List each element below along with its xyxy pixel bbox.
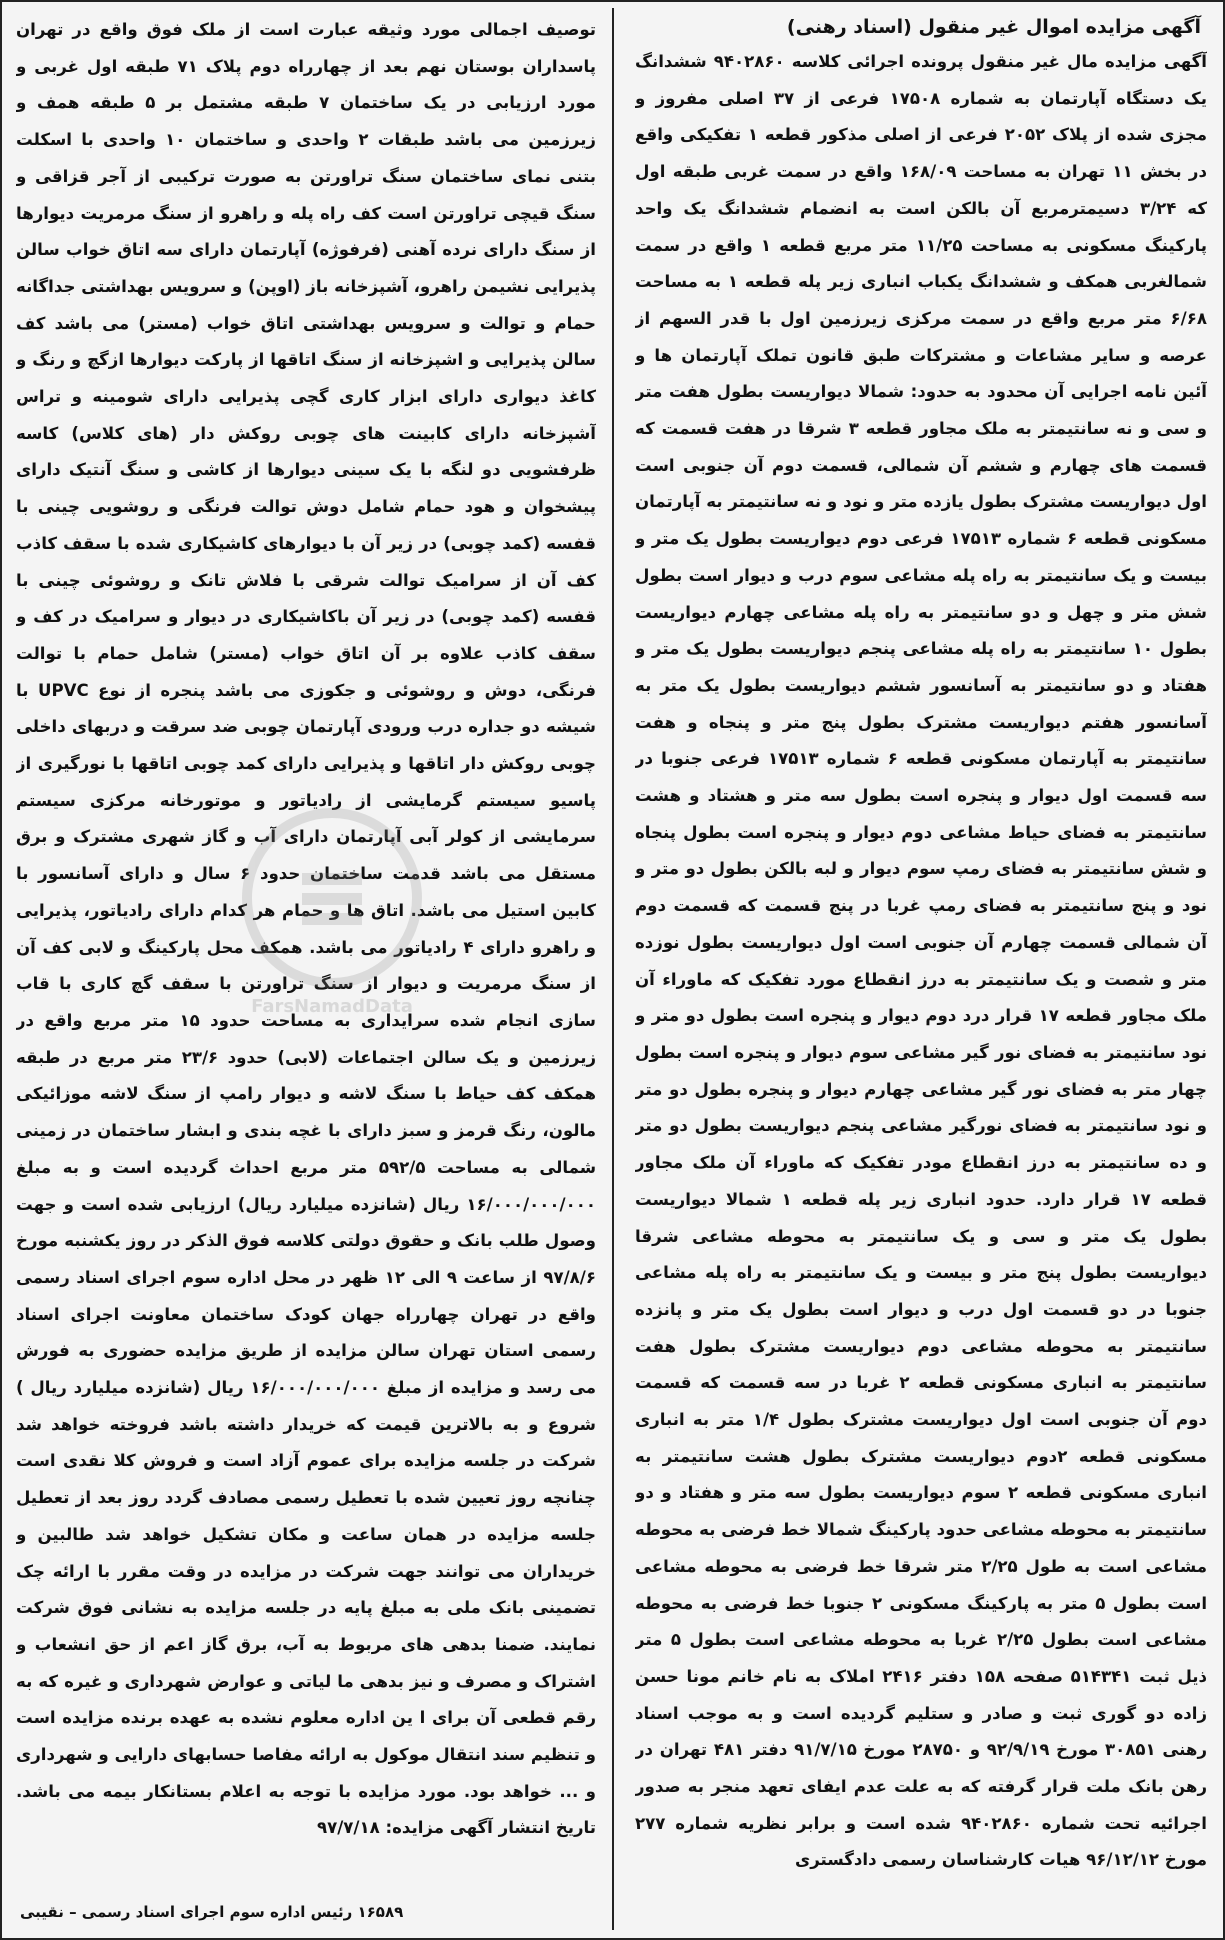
notice-footer: ۱۶۵۸۹ رئیس اداره سوم اجرای اسناد رسمی – نقیبی xyxy=(20,1903,404,1921)
notice-body-right: آگهی مزایده مال غیر منقول پرونده اجرائی کلاسه ۹۴۰۲۸۶۰ ششدانگ یک دستگاه آپارتمان به شماره ۱۷۵۰۸ فرعی از ۳۷ اصلی مفروز و مجزی شده از پلاک ۲۰۵۲ فرعی از اصلی مذکور قطعه ۱ تفکیکی واقع در بخش ۱۱ تهران به مساحت ۱۶۸/۰۹ واقع در سمت غربی طبقه اول که ۳/۲۴ دسیمترمربع آن بالکن است به انضمام ششدانگ یک واحد پارکینگ مسکونی به مساحت ۱۱/۲۵ متر مربع قطعه ۱ واقع در سمت شمالغربی همکف و ششدانگ یکباب انباری زیر پله قطعه ۱ به مساحت ۶/۶۸ متر مربع واقع در سمت مرکزی زیرزمین اول با قدر السهم از عرصه و سایر مشاعات و مشترکات طبق قانون تملک آپارتمان ها و آئین نامه اجرایی آن محدود به حدود: شمالا دیواریست بطول هفت متر و سی و نه سانتیمتر به ملک مجاور قطعه ۳ شرقا در هفت قسمت که قسمت های چهارم و ششم آن شمالی، قسمت دوم آن جنوبی است اول دیواریست مشترک بطول یازده متر و نود و نه سانتیمتر به آپارتمان مسکونی قطعه ۶ شماره ۱۷۵۱۳ فرعی دوم دیواریست بطول یک متر و بیست و یک سانتیمتر به راه پله مشاعی سوم درب و دیوار است بطول شش متر و چهل و دو سانتیمتر به راه پله مشاعی چهارم دیواریست بطول ۱۰ سانتیمتر به راه پله مشاعی پنجم دیواریست بطول یک متر و هفتاد و دو سانتیمتر به آسانسور ششم دیواریست بطول یک متر به آسانسور هفتم دیواریست مشترک بطول پنج متر و پنجاه و هفت سانتیمتر به آپارتمان مسکونی قطعه ۶ شماره ۱۷۵۱۳ فرعی جنوبا در سه قسمت اول دیوار و پنجره است بطول سه متر و هشتاد و هشت سانتیمتر به فضای حیاط مشاعی دوم دیوار و پنجره است بطول پنجاه و شش سانتیمتر به فضای رمپ سوم دیوار و لبه بالکن بطول دو متر و نود و پنج سانتیمتر به فضای رمپ غربا در پنج قسمت که قسمت دوم آن شمالی قسمت چهارم آن جنوبی است اول دیواریست بطول نوزده متر و شصت و یک سانتیمتر به درز انقطاع مورد تفکیک که ماوراء آن ملک مجاور قطعه ۱۷ قرار درد دوم دیوار و پنجره است بطول دو متر و نود سانتیمتر به فضای نور گیر مشاعی سوم دیوار و پنجره است بطول چهار متر به فضای نور گیر مشاعی چهارم دیوار و پنجره بطول دو متر و نود سانتیمتر به فضای نورگیر مشاعی پنجم دیواریست بطول دو متر و ده سانتیمتر به درز انقطاع مودر تفکیک که ماوراء آن ملک مجاور قطعه ۱۷ قرار دارد. حدود انباری زیر پله قطعه ۱ شمالا دیواریست بطول یک متر و سی و یک سانتیمتر به محوطه مشاعی شرقا دیواریست بطول پنج متر و بیست و یک سانتیمتر به راه پله مشاعی جنوبا در دو قسمت اول درب و دیوار است بطول یک متر و پانزده سانتیمتر به محوطه مشاعی دوم دیواریست مشترک بطول هفت سانتیمتر به انباری مسکونی قطعه ۲ غربا در سه قسمت که قسمت دوم آن جنوبی است اول دیواریست مشترک بطول ۱/۴ متر به انباری مسکونی قطعه ۲دوم دیواریست مشترک بطول هشت سانتیمتر به انباری مسکونی قطعه ۲ سوم دیواریست بطول سه متر و هفتاد و دو سانتیمتر به محوطه مشاعی حدود پارکینگ شمالا خط فرضی به محوطه مشاعی است به طول ۲/۲۵ متر شرقا خط فرضی به محوطه مشاعی است بطول ۵ متر به پارکینگ مسکونی ۲ جنوبا خط فرضی به محوطه مشاعی است بطول ۲/۲۵ غربا به محوطه مشاعی است بطول ۵ متر ذیل ثبت ۵۱۴۳۴۱ صفحه ۱۵۸ دفتر ۲۴۱۶ املاک به نام خانم مونا حسن زاده دو گوری ثبت و صادر و ستلیم گردیده است و به موجب اسناد رهنی ۳۰۸۵۱ مورخ ۹۲/۹/۱۹ و ۲۸۷۵۰ مورخ ۹۱/۷/۱۵ دفتر ۴۸۱ تهران در رهن بانک ملت قرار گرفته که به علت عدم ایفای تعهد منجر به صدور اجرائیه تحت شماره ۹۴۰۲۸۶۰ شده است و برابر نظریه شماره ۲۷۷ مورخ ۹۶/۱۲/۱۲ هیات کارشناسان رسمی دادگستری xyxy=(635,52,1207,1870)
column-divider xyxy=(612,8,614,1930)
notice-body-left: توصیف اجمالی مورد وثیقه عبارت است از ملک فوق واقع در تهران پاسداران بوستان نهم بعد از چهارراه دوم پلاک ۷۱ طبقه اول غربی و مورد ارزیابی در یک ساختمان ۷ طبقه مشتمل بر ۵ طبقه همف و زیرزمین می باشد طبقات ۲ واحدی و ساختمان ۱۰ واحدی با اسکلت بتنی نمای ساختمان سنگ تراورتن به صورت ترکیبی از آجر قزاقی و سنگ قیچی تراورتن است کف راه پله و راهرو از سنگ مرمریت دیوارها از سنگ دارای نرده آهنی (فرفوژه) آپارتمان دارای سه اتاق خواب سالن پذیرایی نشیمن راهرو، آشپزخانه باز (اوپن) و سرویس بهداشتی جداگانه حمام و توالت و سرویس بهداشتی اتاق خواب (مستر) می باشد کف سالن پذیرایی و اشپزخانه از سنگ اتاقها از پارکت دیوارها ازگچ و رنگ و کاغذ دیواری دارای ابزار کاری گچی پذیرایی دارای شومینه و تراس آشپزخانه دارای کابینت های چوبی روکش دار (های کلاس) کاسه ظرفشویی دو لنگه با یک سینی دیوارها از کاشی و سنگ آنتیک دارای پیشخوان و هود حمام شامل دوش توالت فرنگی و روشویی چینی با قفسه (کمد چوبی) در زیر آن با دیوارهای کاشیکاری شده با سقف کاذب کف آن از سرامیک توالت شرقی با فلاش تانک و روشوئی چینی با قفسه (کمد چوبی) در زیر آن باکاشیکاری در دیوار و سرامیک در کف و سقف کاذب علاوه بر آن اتاق خواب (مستر) شامل حمام با توالت فرنگی، دوش و روشوئی و جکوزی می باشد پنجره از نوع UPVC با شیشه دو جداره درب ورودی آپارتمان چوبی ضد سرقت و دربهای داخلی چوبی روکش دار اتاقها و پذیرایی دارای کمد چوبی اتاقها با نورگیری از پاسیو سیستم گرمایشی از رادیاتور و موتورخانه مرکزی سیستم سرمایشی از کولر آبی آپارتمان دارای آب و گاز شهری مشترک و برق مستقل می باشد قدمت ساختمان حدود ۶ سال و دارای آسانسور با کابین استیل می باشد. اتاق ها و حمام هر کدام دارای رادیاتور، پذیرایی و راهرو دارای ۴ رادیاتور می باشد. همکف محل پارکینگ و لابی کف آن از سنگ مرمریت و دیوار از سنگ تراورتن با سقف گچ کاری با قاب سازی انجام شده سرایداری به مساحت حدود ۱۵ متر مربع واقع در زیرزمین و یک سالن اجتماعات (لابی) حدود ۲۳/۶ متر مربع در طبقه همکف کف حیاط با سنگ لاشه و دیوار رامپ از سنگ لاشه موزائیکی مالون، رنگ قرمز و سبز دارای با غچه بندی و ابشار ساختمان در زمینی شمالی به مساحت ۵۹۲/۵ متر مربع احداث گردیده است و به مبلغ ۱۶/۰۰۰/۰۰۰/۰۰۰ ریال (شانزده میلیارد ریال) ارزیابی شده است و جهت وصول طلب بانک و حقوق دولتی کلاسه فوق الذکر در روز یکشنبه مورخ ۹۷/۸/۶ از ساعت ۹ الی ۱۲ ظهر در محل اداره سوم اجرای اسناد رسمی واقع در تهران چهارراه جهان کودک ساختمان معاونت اجرای اسناد رسمی استان تهران سالن مزایده از طریق مزایده حضوری به فورش می رسد و مزایده از مبلغ ۱۶/۰۰۰/۰۰۰/۰۰۰ ریال (شانزده میلیارد ریال ) شروع و به بالاترین قیمت که خریدار داشته باشد فروخته خواهد شد شرکت در جلسه مزایده برای عموم آزاد است و فروش کلا نقدی است چنانچه روز تعیین شده با تعطیل رسمی مصادف گردد روز بعد از تعطیل جلسه مزایده در همان ساعت و مکان تشکیل خواهد شد طالبین و خریداران می توانند جهت شرکت در مزایده در وقت مقرر با ارائه چک تضمینی بانک ملی به مبلغ پایه در جلسه مزایده به نشانی فوق شرکت نمایند. ضمنا بدهی های مربوط به آب، برق گاز اعم از حق انشعاب و اشتراک و مصرف و نیز بدهی ما لیاتی و عوارض شهرداری و غیره که به رقم قطعی آن برای ا ین اداره معلوم نشده به عهده برنده مزایده است و تنظیم سند انتقال موکول به ارائه مفاصا حسابهای دارایی و شهرداری و ... خواهد بود. مورد مزایده با توجه به اعلام بستانکار بیمه می باشد. تاریخ انتشار آگهی مزایده: ۹۷/۷/۱۸ xyxy=(16,20,596,1838)
right-column xyxy=(635,12,1207,1924)
left-column xyxy=(16,12,596,1924)
watermark-text: FarsNamadData xyxy=(251,995,413,1017)
notice-title: آگهی مزایده اموال غیر منقول (اسناد رهنی) xyxy=(786,16,1201,38)
